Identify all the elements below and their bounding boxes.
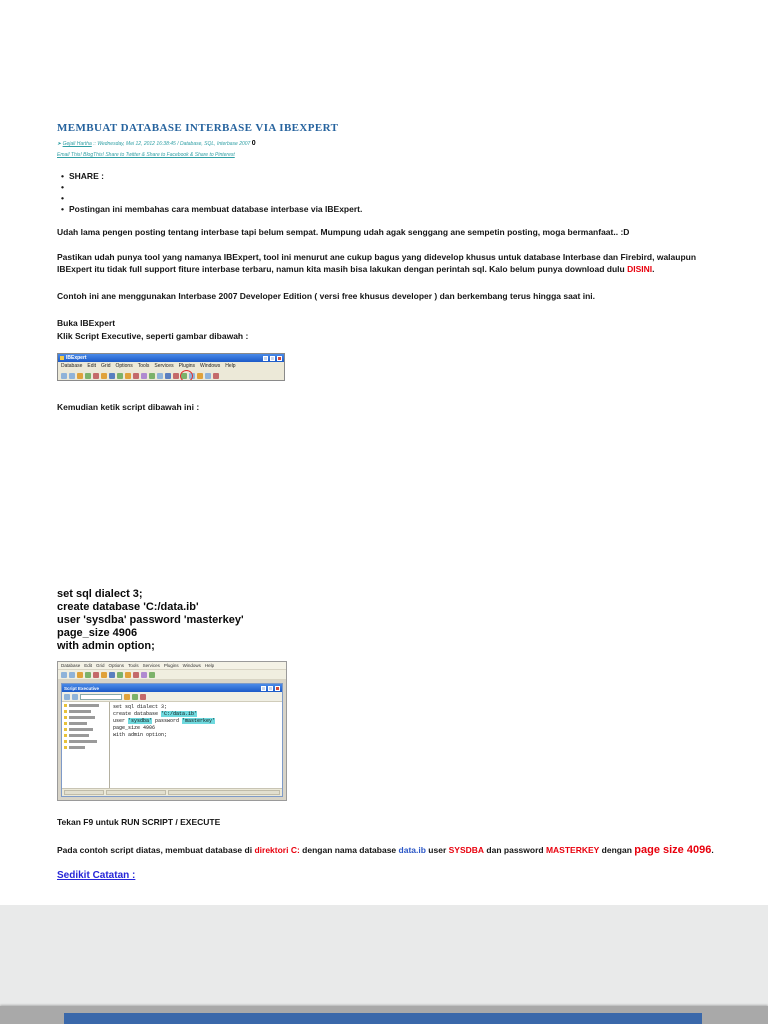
bullet-list bbox=[57, 171, 710, 214]
post-title: MEMBUAT DATABASE INTERBASE VIA IBEXPERT bbox=[57, 122, 339, 134]
share-links[interactable]: Email This! BlogThis! Share to Twitter & Share to Facebook & Share to Pinterest bbox=[57, 152, 235, 158]
meta-arrow-icon: ➤ bbox=[57, 141, 63, 147]
maximize-icon bbox=[270, 356, 275, 361]
line-buka: Buka IBExpert bbox=[57, 318, 116, 328]
script-executive-title: Script Executive bbox=[64, 685, 100, 691]
editor-code: create database bbox=[113, 711, 162, 717]
folder-icon bbox=[64, 704, 67, 707]
tree-label-bar bbox=[69, 740, 97, 743]
script-executive-titlebar bbox=[62, 684, 282, 692]
script-editor bbox=[110, 702, 282, 788]
ibexpert-toolbar bbox=[58, 370, 284, 381]
toolbar-icon bbox=[64, 694, 70, 700]
menu-item: Help bbox=[225, 363, 236, 369]
toolbar-icon bbox=[69, 672, 75, 678]
toolbar-icon bbox=[101, 672, 107, 678]
editor-line bbox=[113, 704, 279, 711]
ibexpert-titlebar bbox=[58, 354, 284, 362]
sql-script-line: user 'sysdba' password 'masterkey' bbox=[57, 614, 244, 626]
menu-item: Grid bbox=[101, 363, 111, 369]
para-tool-text: Pastikan udah punya tool yang namanya IBExpert, tool ini menurut ane cukup bagus yang didevelop khusus untuk database Interbase dan Firebird, walaupun IBExpert itu tidak full support fiture interbase terbaru, namun kita masih bisa lakukan dengan perintah sql. Kalo belum punya download dulu bbox=[57, 252, 697, 274]
ibexpert2-menubar bbox=[58, 662, 286, 670]
toolbar-icon bbox=[124, 694, 130, 700]
menu-item: Tools bbox=[137, 363, 150, 369]
sql-script-line: create database 'C:/data.ib' bbox=[57, 601, 199, 613]
script-executive-main bbox=[62, 702, 282, 788]
toolbar-icon bbox=[132, 694, 138, 700]
annotation-red-circle bbox=[180, 370, 193, 381]
bullet-item: • Postingan ini membahas cara membuat database interbase via IBExpert. bbox=[61, 204, 710, 214]
tree-label-bar bbox=[69, 728, 93, 731]
line-ketik: Kemudian ketik script dibawah ini : bbox=[57, 402, 200, 412]
menu-item: Windows bbox=[200, 363, 221, 369]
final-user: SYSDBA bbox=[448, 845, 485, 855]
close-icon bbox=[275, 686, 280, 691]
minimize-icon bbox=[263, 356, 268, 361]
ibexpert2-workspace bbox=[58, 680, 286, 800]
editor-code-highlight: 'C:/data.ib' bbox=[161, 711, 198, 717]
maximize-icon bbox=[268, 686, 273, 691]
toolbar-icon bbox=[117, 373, 123, 379]
toolbar-icon bbox=[205, 373, 211, 379]
final-text: dengan nama database bbox=[299, 845, 399, 855]
menu-item: Windows bbox=[182, 663, 201, 668]
menu-item: Plugins bbox=[178, 363, 195, 369]
tree-label-bar bbox=[69, 746, 85, 749]
minimize-icon bbox=[261, 686, 266, 691]
editor-line bbox=[113, 725, 279, 732]
close-icon bbox=[277, 356, 282, 361]
folder-icon bbox=[64, 746, 67, 749]
menu-item: Plugins bbox=[163, 663, 179, 668]
post-meta bbox=[57, 140, 710, 148]
tree-label-bar bbox=[69, 710, 91, 713]
status-cell bbox=[64, 790, 104, 795]
ibexpert-menubar bbox=[58, 362, 284, 370]
sql-script-line: page_size 4906 bbox=[57, 627, 138, 639]
final-dir: direktori C: bbox=[254, 845, 300, 855]
toolbar-icon bbox=[61, 373, 67, 379]
next-page-edge bbox=[0, 1006, 768, 1024]
para-tool-period: . bbox=[652, 264, 655, 274]
final-dbname: data.ib bbox=[398, 845, 426, 855]
ibexpert-window-title: IBExpert bbox=[66, 355, 87, 361]
folder-icon bbox=[64, 722, 67, 725]
tree-label-bar bbox=[69, 734, 89, 737]
ibexpert-app-icon bbox=[60, 356, 64, 360]
bullet-item: • SHARE : bbox=[61, 171, 710, 181]
editor-code-highlight: 'masterkey' bbox=[182, 718, 216, 724]
sql-script-block bbox=[57, 588, 710, 653]
toolbar-icon bbox=[72, 694, 78, 700]
toolbar-icon bbox=[93, 373, 99, 379]
line-klik: Klik Script Executive, seperti gambar dibawah : bbox=[57, 331, 249, 341]
folder-icon bbox=[64, 716, 67, 719]
tree-label-bar bbox=[69, 722, 87, 725]
final-text: dan password bbox=[484, 845, 546, 855]
editor-code: user bbox=[113, 718, 129, 724]
tree-label-bar bbox=[69, 704, 99, 707]
post-date-labels: :: Wednesday, Mei 12, 2012 16:38:45 / Database, SQL, Interbase 2007 bbox=[91, 141, 252, 147]
status-cell bbox=[168, 790, 280, 795]
sedikit-catatan-link[interactable]: Sedikit Catatan : bbox=[57, 870, 136, 881]
editor-line bbox=[113, 718, 279, 725]
para-contoh: Contoh ini ane menggunakan Interbase 2007 Developer Edition ( versi free khusus developer ) dan berkembang terus hingga saat ini. bbox=[57, 291, 595, 301]
toolbar-icon bbox=[157, 373, 163, 379]
toolbar-icon bbox=[149, 672, 155, 678]
folder-icon bbox=[64, 710, 67, 713]
toolbar-icon bbox=[117, 672, 123, 678]
script-executive-icon bbox=[165, 373, 171, 379]
menu-item: Database bbox=[61, 663, 81, 668]
toolbar-icon bbox=[93, 672, 99, 678]
ibexpert2-toolbar bbox=[58, 670, 286, 680]
editor-line bbox=[113, 732, 279, 739]
status-cell bbox=[106, 790, 166, 795]
toolbar-icon bbox=[77, 672, 83, 678]
menu-item: Help bbox=[204, 663, 215, 668]
toolbar-icon bbox=[61, 672, 67, 678]
folder-icon bbox=[64, 734, 67, 737]
toolbar-icon bbox=[101, 373, 107, 379]
menu-item: Grid bbox=[96, 663, 105, 668]
script-executive-toolbar bbox=[62, 692, 282, 702]
editor-line bbox=[113, 711, 279, 718]
toolbar-icon bbox=[173, 373, 179, 379]
folder-icon bbox=[64, 740, 67, 743]
menu-item: Edit bbox=[87, 363, 97, 369]
bullet-item bbox=[61, 193, 710, 203]
editor-code: set sql dialect 3; bbox=[113, 704, 168, 710]
menu-item: Options bbox=[108, 663, 125, 668]
toolbar-icon bbox=[109, 672, 115, 678]
para-intro: Udah lama pengen posting tentang interbase tapi belum sempat. Mumpung udah agak senggang ane sempetin posting, moga bermanfaat.. :D bbox=[57, 227, 630, 237]
toolbar-icon bbox=[140, 694, 146, 700]
editor-code: password bbox=[152, 718, 183, 724]
script-executive-window bbox=[61, 683, 283, 797]
toolbar-icon bbox=[69, 373, 75, 379]
ibexpert-toolbar-screenshot bbox=[57, 353, 285, 381]
toolbar-icon bbox=[85, 373, 91, 379]
editor-code: page_size 4906 bbox=[113, 725, 156, 731]
final-text: . bbox=[711, 845, 714, 855]
toolbar-icon bbox=[109, 373, 115, 379]
tree-label-bar bbox=[69, 716, 95, 719]
toolbar-icon bbox=[149, 373, 155, 379]
editor-code: with admin option; bbox=[113, 732, 168, 738]
menu-item: Services bbox=[142, 663, 160, 668]
line-f9: Tekan F9 untuk RUN SCRIPT / EXECUTE bbox=[57, 817, 221, 827]
menu-item: Options bbox=[115, 363, 133, 369]
final-password: MASTERKEY bbox=[545, 845, 600, 855]
next-page-blue-banner bbox=[64, 1013, 702, 1024]
toolbar-icon bbox=[77, 373, 83, 379]
toolbar-icon bbox=[141, 672, 147, 678]
sql-script-line: with admin option; bbox=[57, 640, 155, 652]
final-text: Pada contoh script diatas, membuat database di bbox=[57, 845, 255, 855]
script-executive-statusbar bbox=[62, 788, 282, 796]
editor-code-highlight: 'sysdba' bbox=[128, 718, 153, 724]
database-combo bbox=[80, 694, 122, 700]
disini-link[interactable]: DISINI bbox=[627, 264, 653, 274]
author-link[interactable]: Gejali Hartha bbox=[62, 141, 92, 147]
toolbar-icon bbox=[197, 373, 203, 379]
comment-count: 0 bbox=[251, 140, 256, 147]
toolbar-icon bbox=[141, 373, 147, 379]
script-tree-panel bbox=[62, 702, 110, 788]
ibexpert-script-executive-screenshot bbox=[57, 661, 287, 801]
final-pagesize: page size 4096 bbox=[634, 844, 712, 856]
folder-icon bbox=[64, 728, 67, 731]
para-tool bbox=[57, 251, 710, 275]
para-final bbox=[57, 844, 714, 856]
sql-script-line: set sql dialect 3; bbox=[57, 588, 143, 600]
menu-item: Database bbox=[61, 363, 83, 369]
toolbar-icon bbox=[133, 373, 139, 379]
menu-item: Services bbox=[154, 363, 174, 369]
menu-item: Edit bbox=[84, 663, 93, 668]
final-text: user bbox=[425, 845, 449, 855]
toolbar-icon bbox=[133, 672, 139, 678]
bullet-item bbox=[61, 182, 710, 192]
final-text: dengan bbox=[599, 845, 635, 855]
page-gap bbox=[0, 905, 768, 1006]
menu-item: Tools bbox=[128, 663, 139, 668]
toolbar-icon bbox=[213, 373, 219, 379]
toolbar-icon bbox=[125, 373, 131, 379]
toolbar-icon bbox=[85, 672, 91, 678]
toolbar-icon bbox=[125, 672, 131, 678]
